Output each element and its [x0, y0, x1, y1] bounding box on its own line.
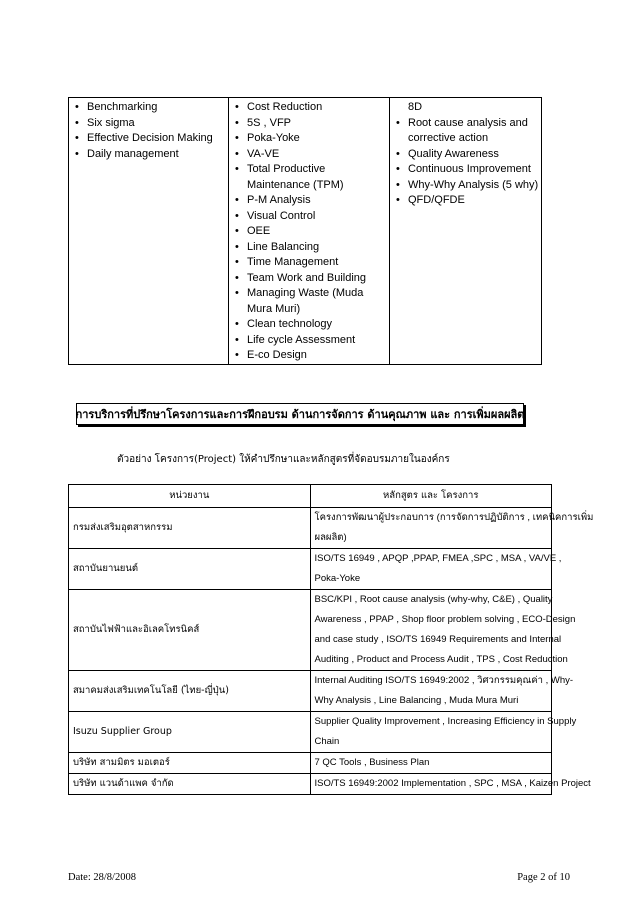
footer-date: Date: 28/8/2008 — [68, 872, 136, 883]
topic-item: • VA-VE — [247, 147, 389, 163]
topics-column-3 — [390, 98, 541, 364]
table-row — [69, 712, 552, 753]
row-courses — [310, 590, 576, 671]
row-unit: สถาบันยานยนต์ — [69, 549, 311, 590]
course-line: Poka-Yoke — [314, 573, 361, 584]
topic-item-continuation: 8D — [408, 101, 423, 113]
topic-item: • Effective Decision Making — [87, 131, 228, 147]
course-line: and case study , ISO/TS 16949 Requirements and Internal — [314, 634, 562, 645]
projects-table — [68, 484, 594, 795]
row-courses — [310, 774, 591, 795]
course-line: Internal Auditing ISO/TS 16949:2002 , วิศวกรรมคุณค่า , Why- — [314, 675, 574, 686]
topic-item: • Why-Why Analysis (5 why) — [408, 178, 541, 194]
topic-item: • Line Balancing — [247, 240, 389, 256]
row-courses — [310, 671, 574, 712]
table-row — [69, 549, 552, 590]
topic-item: • Team Work and Building — [247, 271, 389, 287]
topics-column-1 — [69, 98, 229, 364]
course-line: Why Analysis , Line Balancing , Muda Mura Muri — [314, 695, 519, 706]
topic-item: • Quality Awareness — [408, 147, 541, 163]
row-unit: กรมส่งเสริมอุตสาหกรรม — [69, 508, 311, 549]
topics-table — [68, 97, 542, 365]
row-courses — [310, 508, 594, 549]
row-unit: สถาบันไฟฟ้าและอิเลคโทรนิคส์ — [69, 590, 311, 671]
table-row — [69, 753, 552, 774]
topic-item: • Six sigma — [87, 116, 228, 132]
course-line: 7 QC Tools , Business Plan — [314, 757, 430, 768]
topic-item: • Time Management — [247, 255, 389, 271]
header-courses: หลักสูตร และ โครงการ — [310, 485, 552, 508]
row-unit: สมาคมส่งเสริมเทคโนโลยี (ไทย-ญี่ปุ่น) — [69, 671, 311, 712]
topic-item: • Life cycle Assessment — [247, 333, 389, 349]
topic-item: • Clean technology — [247, 317, 389, 333]
topic-item: • OEE — [247, 224, 389, 240]
topic-item: • Root cause analysis and — [408, 116, 541, 132]
table-header-row — [69, 485, 552, 508]
topic-item: • 5S , VFP — [247, 116, 389, 132]
row-courses — [310, 712, 577, 753]
course-line: ISO/TS 16949:2002 Implementation , SPC , MSA , Kaizen Project — [314, 778, 591, 789]
topic-item: • Continuous Improvement — [408, 162, 541, 178]
table-row — [69, 508, 552, 549]
topic-item-continuation: corrective action — [408, 132, 489, 144]
course-line: ISO/TS 16949 , APQP ,PPAP, FMEA ,SPC , MSA , VA/VE , — [314, 553, 562, 564]
table-row — [69, 774, 552, 795]
topic-item: • QFD/QFDE — [408, 193, 541, 209]
table-row — [69, 590, 552, 671]
intro-text: ตัวอย่าง โครงการ(Project) ให้คำปรึกษาและหลักสูตรที่จัดอบรมภายในองค์กร — [117, 454, 450, 465]
topic-item: • E-co Design — [247, 348, 389, 364]
row-unit: บริษัท สามมิตร มอเตอร์ — [69, 753, 311, 774]
course-line: โครงการพัฒนาผู้ประกอบการ (การจัดการปฏิบัติการ , เทคนิคการเพิ่ม — [314, 512, 594, 523]
row-unit: Isuzu Supplier Group — [69, 712, 311, 753]
header-unit: หน่วยงาน — [69, 485, 311, 508]
course-line: ผลผลิต) — [314, 532, 347, 543]
row-courses — [310, 549, 562, 590]
topic-item-continuation: Maintenance (TPM) — [247, 178, 344, 191]
row-unit: บริษัท แวนด้าแพค จำกัด — [69, 774, 311, 795]
topic-item: • Poka-Yoke — [247, 131, 389, 147]
topic-item: • Daily management — [87, 147, 228, 163]
course-line: Auditing , Product and Process Audit , TPS , Cost Reduction — [314, 654, 568, 665]
topics-column-2 — [229, 98, 390, 364]
topic-item: • Visual Control — [247, 209, 389, 225]
course-line: BSC/KPI , Root cause analysis (why-why, C&E) , Quality — [314, 594, 553, 605]
footer-page-number: Page 2 of 10 — [517, 872, 570, 883]
topic-item: • P-M Analysis — [247, 193, 389, 209]
table-row — [69, 671, 552, 712]
row-courses — [310, 753, 552, 774]
topic-item: • Managing Waste (Muda — [247, 286, 389, 302]
course-line: Awareness , PPAP , Shop floor problem solving , ECO-Design — [314, 614, 576, 625]
course-line: Chain — [314, 736, 340, 747]
section-heading: การบริการที่ปรึกษาโครงการและการฝึกอบรม ด้านการจัดการ ด้านคุณภาพ และ การเพิ่มผลผลิต — [76, 403, 524, 425]
topic-item: • Total Productive — [247, 162, 389, 178]
topic-item: • Benchmarking — [87, 100, 228, 116]
topic-item-continuation: Mura Muri) — [247, 302, 301, 315]
topic-item: • Cost Reduction — [247, 100, 389, 116]
course-line: Supplier Quality Improvement , Increasing Efficiency in Supply — [314, 716, 577, 727]
